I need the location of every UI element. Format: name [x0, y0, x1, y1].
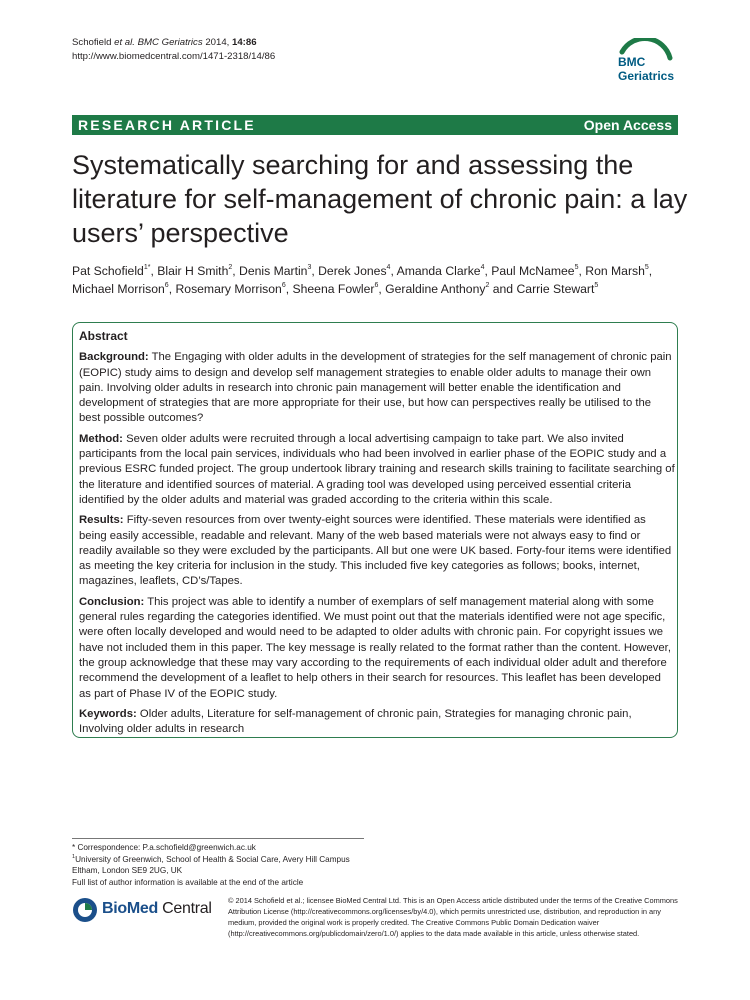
- citation-etal: et al.: [114, 37, 135, 48]
- author-affiliation-mark: 5: [644, 264, 649, 271]
- abstract-section: [79, 707, 675, 738]
- article-url[interactable]: http://www.biomedcentral.com/1471-2318/14/86: [72, 51, 276, 62]
- author: Geraldine Anthony: [385, 282, 486, 296]
- biomed-central-icon: [72, 897, 98, 923]
- author-affiliation-mark: 5: [574, 264, 579, 271]
- citation-header: [72, 36, 275, 64]
- author-affiliation-mark: 2: [228, 264, 233, 271]
- journal-logo-text: [618, 55, 674, 83]
- author: Paul McNamee: [491, 264, 575, 278]
- author-affiliation-mark: 3: [307, 264, 312, 271]
- abstract-section-text: This project was able to identify a number of exemplars of self management material along with some general rules regarding the categories identified. We must point out that the materials identified were not age specific, were often locally developed and would need to be adapted to older adults with chronic pain. For copyright issues we have not included them in this paper. The key message is really related to the format rather than the content. However, the group acknowledge that these may vary according to the requirements of each individual older adult and therefore recommend the development of a leaflet to help others in their search for resources. This leaflet has been developed as part of Phase IV of the EOPIC study.: [79, 595, 671, 700]
- abstract-section-text: Older adults, Literature for self-management of chronic pain, Strategies for managing chronic pain, Involving older adults in research: [79, 707, 632, 736]
- citation-year: 2014,: [205, 37, 230, 48]
- abstract-section: [79, 432, 675, 508]
- authors-joiner: and: [492, 282, 514, 296]
- author: Denis Martin: [239, 264, 308, 278]
- abstract-sections: [79, 350, 675, 737]
- citation-line: [72, 36, 275, 50]
- author: Michael Morrison: [72, 282, 165, 296]
- author-affiliation-mark: 4: [386, 264, 391, 271]
- author-list: Pat Schofield$^{1*}$, Blair H Smith$^2$, Denis Martin$^3$, Derek Jones$^4$, Amanda Clarke$^4$, Paul McNamee$^5$, Ron Marsh$^5$, Michael Morrison$^6$, Rosemary Morrison$^6$, Sheena Fowler$^6$, Geraldine Anthony$^2$ and Carrie Stewart$^5$: [72, 264, 653, 296]
- abstract-section-label: Conclusion:: [79, 595, 145, 608]
- journal-logo-line2: Geriatrics: [618, 69, 675, 83]
- citation-volume: 14:86: [232, 37, 257, 48]
- abstract-section-text: Fifty-seven resources from over twenty-eight sources were identified. These materials were identified as being easily accessible, readable and relevant. Many of the web based materials were not always easy to find or readily available so they were excluded by the participants. All but one were UK based. Forty-four items were identified as meeting the key criteria for inclusion in the study. This included five key categories as follows; books, internet, magazines, leaflets, CD’s/Tapes.: [79, 514, 672, 588]
- author-affiliation-mark: 6: [281, 282, 286, 289]
- article-title: Systematically searching for and assessing the literature for self-management of chronic pain: a lay users’ perspective: [72, 150, 688, 248]
- affiliation-line1: University of Greenwich, School of Health & Social Care, Avery Hill Campus: [75, 854, 350, 864]
- author-affiliation-mark: 6: [374, 282, 379, 289]
- footnotes: [72, 842, 392, 888]
- abstract-section-label: Background:: [79, 351, 149, 364]
- bmc-geriatrics-logo: [612, 44, 682, 90]
- author: Pat Schofield: [72, 264, 144, 278]
- article-type: RESEARCH ARTICLE: [78, 117, 256, 133]
- author-affiliation-mark: 6: [164, 282, 169, 289]
- author: Ron Marsh: [585, 264, 645, 278]
- author-affiliation-mark: 5: [594, 282, 599, 289]
- abstract-section-label: Keywords:: [79, 707, 137, 720]
- affiliation-mark: 1: [72, 853, 76, 860]
- citation-authors: Schofield: [72, 37, 112, 48]
- abstract: [79, 329, 675, 742]
- author: Derek Jones: [318, 264, 387, 278]
- affiliation: [72, 854, 392, 866]
- author: Blair H Smith: [157, 264, 229, 278]
- article-type-banner: [72, 115, 678, 135]
- abstract-section-text: Seven older adults were recruited through a local advertising campaign to take part. We also invited participants from the local pain services, individuals who had been involved in earlier phase of the EOPIC study and a previous ESRC funded project. The group undertook library training and research skills training to facilitate searching of the literature and identified sources of material. A grading tool was developed using perceived essential criteria identified by the older adults and material was graded according to the criteria within this scale.: [79, 432, 675, 506]
- affiliation-line2: Eltham, London SE9 2UG, UK: [72, 866, 183, 876]
- biomed-central-logo: [72, 896, 220, 926]
- abstract-section-text: The Engaging with older adults in the development of strategies for the self management of chronic pain (EOPIC) study aims to design and develop self management strategies to enable older adults to manage their own pain. Involving older adults in research into chronic pain management will better enable the identification and development of strategies that are more appropriate for their use, but how can perspectives really be utilised to the best possible outcomes?: [79, 351, 672, 425]
- author: Carrie Stewart: [516, 282, 595, 296]
- abstract-heading: Abstract: [79, 329, 128, 343]
- abstract-section: [79, 595, 675, 702]
- journal-logo-line1: BMC: [618, 55, 646, 69]
- correspondence: * Correspondence: P.a.schofield@greenwich.ac.uk: [72, 843, 256, 852]
- author: Amanda Clarke: [396, 264, 481, 278]
- wordmark-bold: BioMed: [102, 900, 158, 917]
- footnote-divider: [72, 838, 364, 839]
- wordmark-regular: Central: [162, 900, 212, 917]
- author-affiliation-mark: 2: [485, 282, 490, 289]
- abstract-section-label: Method:: [79, 432, 123, 445]
- author-info-note: Full list of author information is available at the end of the article: [72, 877, 304, 887]
- author: Sheena Fowler: [292, 282, 375, 296]
- author-affiliation-mark: 4: [480, 264, 485, 271]
- abstract-section: [79, 350, 675, 426]
- open-access-label: Open Access: [583, 117, 672, 133]
- abstract-section-label: Results:: [79, 514, 124, 527]
- abstract-section: [79, 513, 675, 589]
- biomed-central-wordmark: [102, 900, 212, 918]
- license-statement: © 2014 Schofield et al.; licensee BioMed Central Ltd. This is an Open Access article distributed under the terms of the Creative Commons Attribution License (http://creativecommons.org/licenses/by/4.0), which permits unrestricted use, distribution, and reproduction in any medium, provided the original work is properly credited. The Creative Commons Public Domain Dedication waiver (http://creativecommons.org/publicdomain/zero/1.0/) applies to the data made available in this article, unless otherwise stated.: [228, 896, 678, 938]
- author: Rosemary Morrison: [175, 282, 282, 296]
- author-affiliation-mark: 1*: [143, 264, 151, 271]
- citation-journal: BMC Geriatrics: [137, 37, 203, 48]
